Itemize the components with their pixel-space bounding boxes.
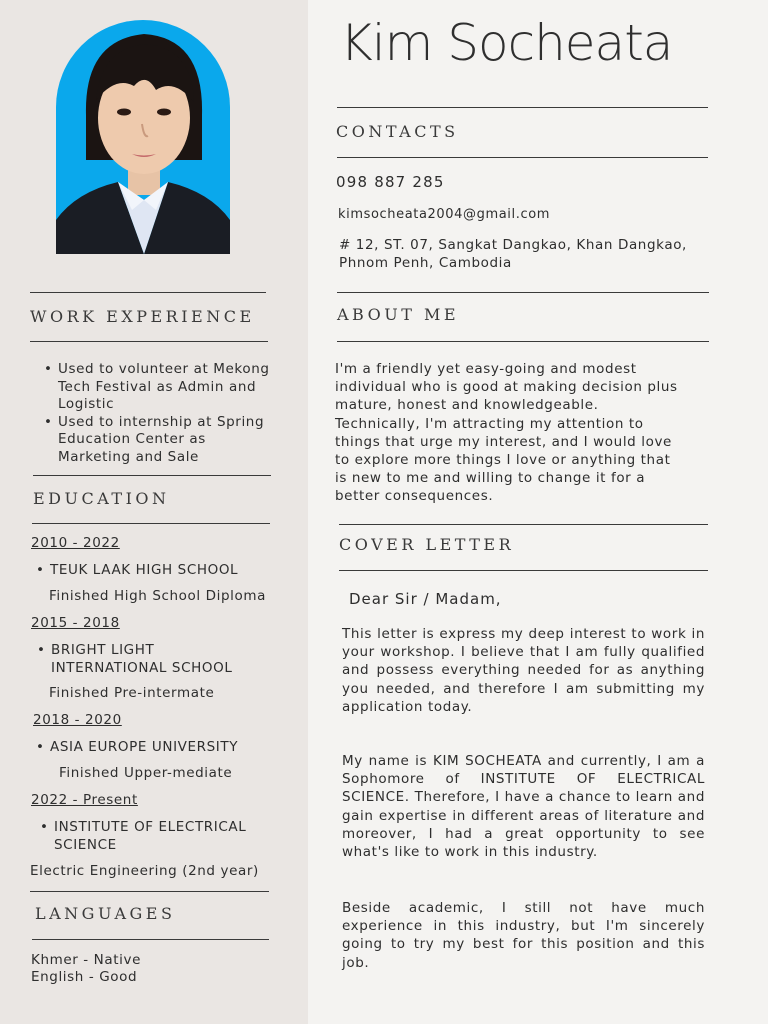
divider: [33, 475, 271, 476]
phone-number: 098 887 285: [336, 173, 445, 191]
email-address: kimsocheata2004@gmail.com: [338, 207, 551, 222]
about-text: I'm a friendly yet easy-going and modest individual who is good at making decision plus mature, honest and knowledgeable. Technically, I'm attracting my attention to things that urge my interest, and I would love to explore more things I love or anything that is new to me and willing to change it for a better consequences.: [335, 361, 678, 505]
education-years: 2018 - 2020: [33, 712, 122, 728]
education-school: • TEUK LAAK HIGH SCHOOL: [34, 562, 284, 580]
work-item: • Used to volunteer at Mekong Tech Festival as Admin and Logistic: [42, 361, 282, 414]
divider: [337, 107, 708, 108]
divider: [337, 292, 709, 293]
address-line-2: Phnom Penh, Cambodia: [339, 255, 512, 271]
education-years: 2022 - Present: [31, 792, 138, 808]
education-school-list: [38, 819, 278, 854]
main-panel: [308, 0, 768, 1024]
work-item: • Used to internship at Spring Education Center as Marketing and Sale: [42, 414, 282, 467]
work-experience-heading: WORK EXPERIENCE: [30, 307, 255, 326]
education-school-list: [34, 562, 284, 580]
divider: [339, 524, 708, 525]
education-school-list: [35, 642, 260, 677]
education-detail: Finished Pre-intermate: [49, 685, 215, 701]
education-school-list: [34, 739, 284, 757]
languages-heading: LANGUAGES: [35, 904, 176, 923]
about-heading: ABOUT ME: [337, 305, 460, 324]
divider: [339, 570, 708, 571]
cover-letter-paragraph-1: This letter is express my deep interest to work in your workshop. I believe that I am fully qualified and possess everything needed for as anything you needed, and therefore I am submitting my application today.: [342, 626, 705, 715]
divider: [30, 292, 266, 293]
education-years: 2010 - 2022: [31, 535, 120, 551]
education-school: • INSTITUTE OF ELECTRICAL SCIENCE: [38, 819, 278, 854]
profile-photo: [56, 20, 230, 254]
applicant-name: Kim Socheata: [340, 14, 673, 72]
education-detail: Finished Upper-mediate: [59, 765, 233, 781]
work-experience-list: [42, 361, 282, 466]
contacts-heading: CONTACTS: [336, 122, 459, 141]
education-detail: Finished High School Diploma: [49, 588, 266, 604]
education-school: • ASIA EUROPE UNIVERSITY: [34, 739, 284, 757]
education-school: • BRIGHT LIGHT INTERNATIONAL SCHOOL: [35, 642, 260, 677]
education-years: 2015 - 2018: [31, 615, 120, 631]
divider: [30, 341, 268, 342]
address-line-1: # 12, ST. 07, Sangkat Dangkao, Khan Dangkao,: [339, 237, 687, 253]
education-heading: EDUCATION: [33, 489, 170, 508]
cover-letter-heading: COVER LETTER: [339, 535, 515, 554]
portrait-illustration: [56, 20, 230, 254]
cover-letter-greeting: Dear Sir / Madam,: [349, 590, 502, 608]
divider: [337, 341, 709, 342]
divider: [32, 939, 269, 940]
divider: [32, 523, 270, 524]
divider: [30, 891, 269, 892]
language-item: Khmer - Native: [31, 952, 141, 968]
education-detail: Electric Engineering (2nd year): [30, 863, 259, 879]
cover-letter-paragraph-3: Beside academic, I still not have much experience in this industry, but I'm sincerely going to try my best for this position and this job.: [342, 900, 705, 971]
divider: [337, 157, 708, 158]
language-item: English - Good: [31, 969, 138, 985]
cover-letter-paragraph-2: My name is KIM SOCHEATA and currently, I am a Sophomore of INSTITUTE OF ELECTRICAL SCIENCE. Therefore, I have a chance to learn and gain expertise in different areas of literature and moreover, I had a great opportunity to see what's like to work in this industry.: [342, 753, 705, 861]
